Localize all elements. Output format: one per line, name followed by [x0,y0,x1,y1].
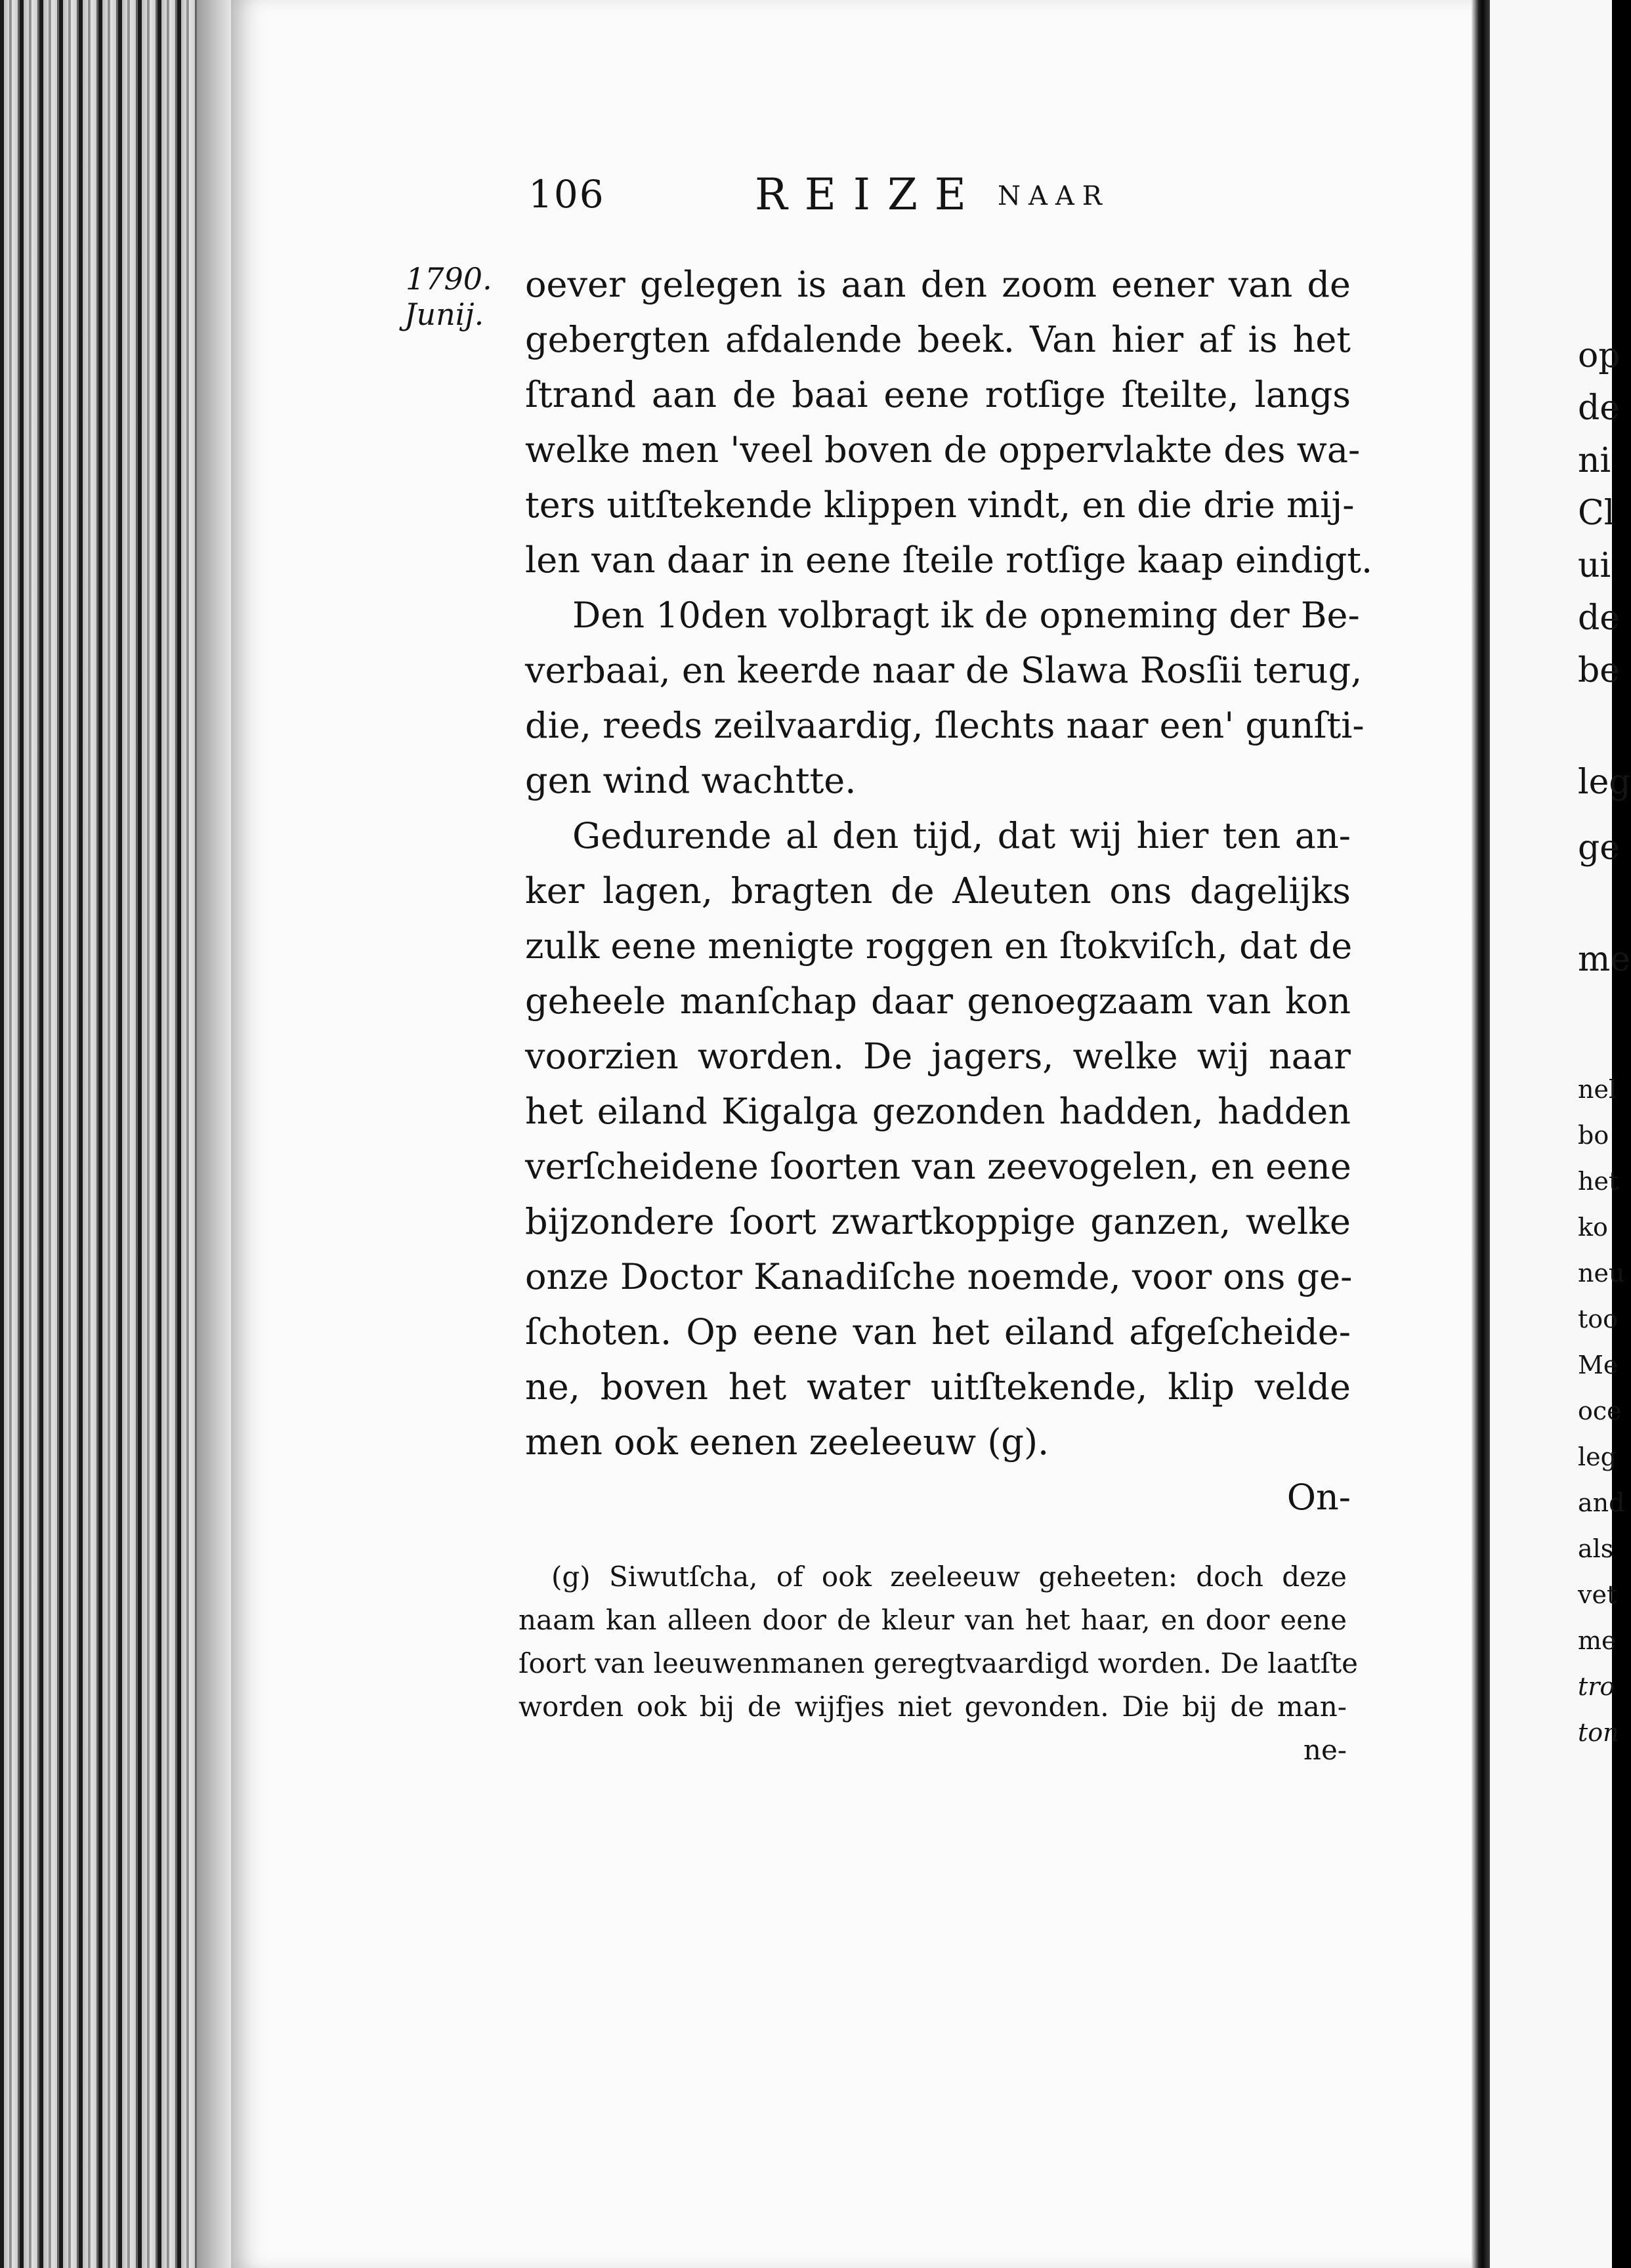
right-page-fragment: ge [1578,828,1620,868]
right-page-fragment: als [1578,1534,1614,1563]
footnote-line: ſoort van leeuwenmanen geregtvaardigd worden. De laatſte [519,1647,1358,1679]
text-line: Den 10den volbragt ik de opneming der Be- [572,595,1360,636]
right-page-fragment: leg [1578,763,1631,802]
right-page-fragment: and [1578,1488,1625,1517]
catchword: On- [1286,1477,1351,1518]
right-page-fragment: oce [1578,1396,1622,1425]
right-page-fragment: Cl [1578,494,1615,533]
text-line: het eiland Kigalga gezonden hadden, hadden [525,1091,1351,1132]
right-page-fragment: neu [1578,1259,1625,1288]
right-page-fragment: het [1578,1167,1619,1196]
right-page-fragment: ton [1578,1718,1619,1747]
right-page-fragment: bo [1578,1121,1609,1150]
margin-note-year: 1790. [406,261,492,297]
right-page-fragment: op [1578,336,1620,375]
book-gutter [1472,0,1490,2268]
right-page-fragment: ui [1578,546,1611,585]
footnote [519,1555,1358,1772]
margin-note-month: Junij. [404,297,484,332]
text-line: ſtrand aan de baai eene rotſige ſteilte, langs [525,374,1351,415]
running-title: REIZE [755,169,983,220]
text-line: verbaai, en keerde naar de Slawa Rosſii terug, [525,650,1363,691]
text-line: zulk eene menigte roggen en ſtokviſch, dat de [525,925,1353,967]
footnote-catchword: ne- [1303,1734,1347,1766]
right-page-partial [1490,0,1631,2268]
running-title-small: NAAR [998,181,1110,211]
running-header [528,169,1355,231]
text-line: men ook eenen zeeleeuw (g). [525,1421,1049,1463]
text-line: oever gelegen is aan den zoom eener van de [525,264,1351,305]
main-text [525,257,1373,1525]
footnote-line: (g) Siwutſcha, of ook zeeleeuw geheeten: doch deze [551,1561,1347,1593]
footnote-line: worden ook bij de wijfjes niet gevonden. Die bij de man- [519,1690,1347,1723]
text-line: len van daar in eene ſteile rotſige kaap eindigt. [525,539,1373,581]
text-line: ker lagen, bragten de Aleuten ons dagelijks [525,870,1351,912]
right-page-fragment: Me [1578,1351,1619,1379]
right-page-fragment: ko [1578,1213,1608,1242]
right-page-fragment: nel [1578,1075,1617,1104]
right-page-fragment: leg [1578,1442,1617,1471]
text-line: verſcheidene ſoorten van zeevogelen, en eene [525,1146,1351,1187]
footnote-line: naam kan alleen door de kleur van het haar, en door eene [519,1604,1347,1636]
right-page-fragment: me [1578,1626,1617,1655]
text-line: ters uitſtekende klippen vindt, en die drie mij- [525,484,1355,526]
right-page-fragment: ni [1578,441,1611,480]
right-page-fragment: de [1578,598,1620,638]
text-line: voorzien worden. De jagers, welke wij naar [525,1036,1351,1077]
right-page-fragment: me [1578,940,1631,979]
text-line: welke men 'veel boven de oppervlakte des wa- [525,429,1361,471]
right-page-fragment: vet [1578,1580,1617,1609]
text-line: gen wind wachtte. [525,760,857,801]
book-page-edges [0,0,236,2268]
text-line: gebergten afdalende beek. Van hier af is het [525,319,1351,360]
text-line: ſchoten. Op eene van het eiland afgeſcheide- [525,1311,1351,1353]
text-line: onze Doctor Kanadiſche noemde, voor ons ge- [525,1256,1353,1297]
right-page-fragment: tro [1578,1672,1615,1701]
right-page-fragment: too [1578,1305,1619,1334]
text-line: ne, boven het water uitſtekende, klip velde [525,1366,1351,1408]
text-line: bijzondere ſoort zwartkoppige ganzen, welke [525,1201,1351,1242]
text-line: die, reeds zeilvaardig, ſlechts naar een' gunſti- [525,705,1365,746]
right-page-fragment: be [1578,651,1620,690]
right-page-fragment: de [1578,388,1620,428]
text-line: Gedurende al den tijd, dat wij hier ten an- [572,815,1351,856]
text-line: geheele manſchap daar genoegzaam van kon [525,980,1351,1022]
page-number: 106 [528,172,605,217]
